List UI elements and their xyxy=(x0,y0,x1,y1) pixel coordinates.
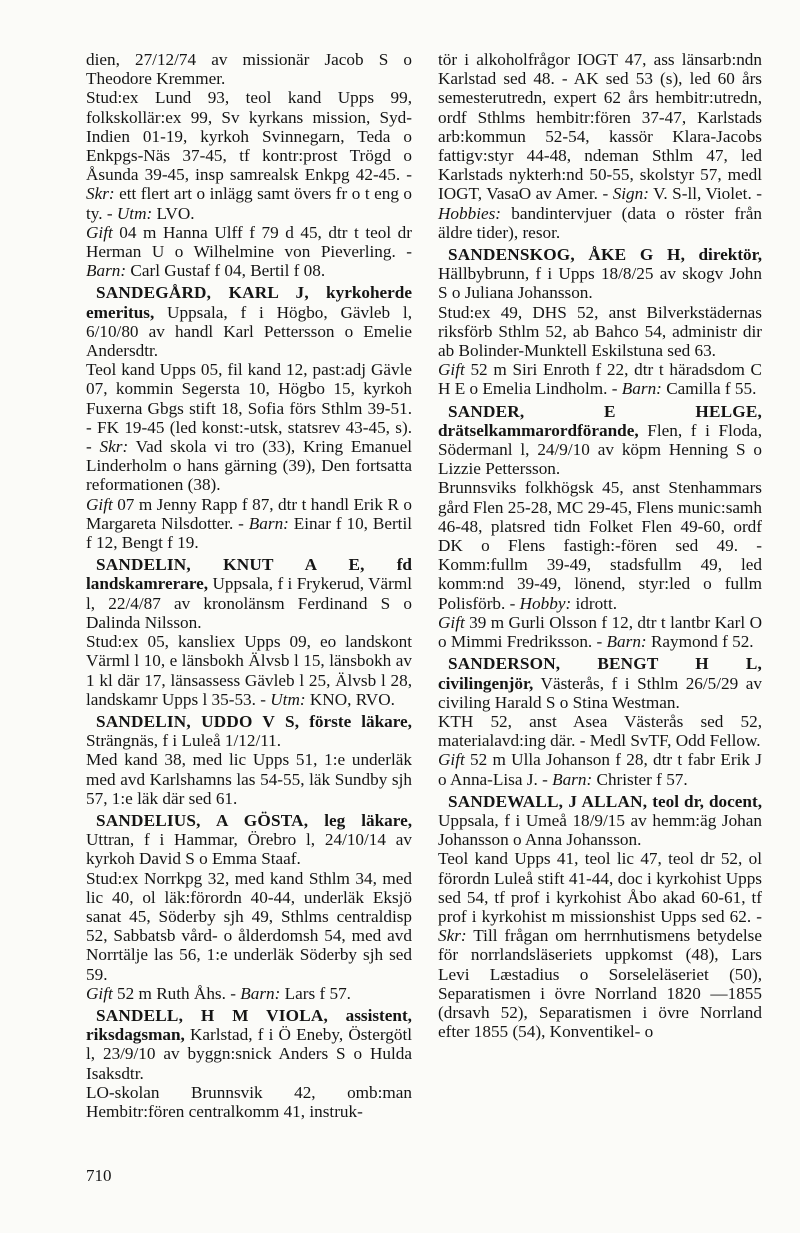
entry-name: SANDELIN, UDDO V S, xyxy=(96,711,300,731)
married-text: 52 m Ulla Johanson f 28, dtr t fabr Erik J o Anna-Lisa J. - xyxy=(438,750,762,789)
entry-title: kyrkoherde emeritus, xyxy=(86,283,412,322)
entry-intro: Uttran, f i Hammar, Örebro l, 24/10/14 av kyrkoh David S o Emma Staaf. xyxy=(86,830,412,869)
career-text: Teol kand Upps 05, fil kand 12, past:adj Gävle 07, kommin Segersta 10, Högbo 15, kyrkoh Fuxerna Gbgs stift 18, Sofia förs Sthlm 39-51. - FK 19-45 (led konst:-utsk, statsrev 43-45, s). - xyxy=(86,360,412,457)
entry-intro: Uppsala, f i Högbo, Gävleb l, 6/10/80 av handl Karl Pettersson o Emelie Andersdtr. xyxy=(86,302,412,361)
entry-name: SANDELL, H M VIOLA, xyxy=(96,1005,329,1025)
married-text: 52 m Ruth Åhs. - xyxy=(112,983,241,1003)
entry-name: SANDELIN, KNUT A E, xyxy=(96,555,365,575)
career-text: KTH 52, anst Asea Västerås sed 52, materialavd:ing där. - Medl SvTF, Odd Fellow. xyxy=(438,711,762,751)
honours-label: Utm: xyxy=(116,203,153,223)
writings-label: Skr: xyxy=(86,184,115,204)
career-text: Med kand 38, med lic Upps 51, 1:e underläk med avd Karlshamns las 54-55, läk Sundby sjh 57, 1:e läk där sed 61. xyxy=(86,750,412,808)
entry-sandelius xyxy=(86,811,412,1003)
hobby-text: idrott. xyxy=(571,593,618,613)
children-text: Einar f 10, Bertil f 12, Bengt f 19. xyxy=(86,513,412,553)
writings-label: Skr: xyxy=(438,926,467,946)
continued-entry xyxy=(86,50,412,280)
career-text: Stud:ex Lund 93, teol kand Upps 99, folkskollär:ex 99, Sv kyrkans mission, Syd-Indien 01-19, kyrkoh Svinnegarn, Teda o Enkpgs-Näs 37-45, tf kontr:prost Trögd o Åsunda 39-45, insp samrealsk Enkpg 42-45. - xyxy=(86,88,412,185)
entry-sanderson xyxy=(438,654,762,788)
entry-sandewall xyxy=(438,792,762,1042)
entry-title: förste läkare, xyxy=(299,711,412,731)
married-label: Gift xyxy=(438,612,465,632)
entry-intro: Karlstad, f i Ö Eneby, Östergötl l, 23/9/10 av byggn:snick Anders S o Hulda Isaksdtr. xyxy=(86,1025,412,1083)
signature-label: Sign: xyxy=(612,184,649,204)
page-number: 710 xyxy=(86,1166,112,1185)
children-label: Barn: xyxy=(86,261,127,281)
right-column xyxy=(438,50,762,1044)
entry-intro: Hällbybrunn, f i Upps 18/8/25 av skogv John S o Juliana Johansson. xyxy=(438,264,762,303)
entry-title: fd landskamrerare, xyxy=(86,555,412,594)
career-text: Stud:ex 49, DHS 52, anst Bilverkstädernas riksförb Sthlm 52, ab Bahco 54, administr dir ab Bolinder-Munktell Eskilstuna sed 63. xyxy=(438,302,762,361)
entry-intro: Västerås, f i Sthlm 26/5/29 av civiling Harald S o Stina Westman. xyxy=(438,673,762,712)
hobbies-label: Hobbies: xyxy=(438,203,502,223)
writings-text: ett flert art o inlägg samt övers fr o t eng o ty. - xyxy=(86,184,412,223)
children-text: Raymond f 52. xyxy=(646,632,754,652)
children-text: Carl Gustaf f 04, Bertil f 08. xyxy=(126,261,326,281)
writings-text: Vad skola vi tro (33), Kring Emanuel Linderholm o hans gärning (39), Den fortsatta reformationen (38). xyxy=(86,437,412,495)
career-text: Teol kand Upps 41, teol lic 47, teol dr 52, ol förordn Luleå stift 41-44, doc i kyrkohist Upps sed 54, tf prof i kyrkohist Åbo akad 60-61, tf prof i kyrkohist m missionshist Upps sed 62. - xyxy=(438,849,762,926)
entry-sandelin-knut xyxy=(86,555,412,709)
children-label: Barn: xyxy=(240,983,281,1003)
entry-name: SANDEWALL, J ALLAN, xyxy=(448,791,648,811)
left-column xyxy=(86,50,412,1124)
children-text: Camilla f 55. xyxy=(661,379,757,399)
entry-intro: Uppsala, f i Frykerud, Värml l, 22/4/87 av kronolänsm Ferdinand S o Dalinda Nilsson. xyxy=(86,574,412,632)
children-label: Barn: xyxy=(621,379,662,399)
children-label: Barn: xyxy=(552,769,593,789)
honours-text: LVO. xyxy=(152,203,195,223)
entry-name: SANDER, E HELGE, xyxy=(448,401,762,421)
married-text: 04 m Hanna Ulff f 79 d 45, dtr t teol dr Herman U o Wilhelmine von Pieverling. - xyxy=(86,222,412,262)
entry-title: direktör, xyxy=(685,245,762,265)
entry-sandell xyxy=(86,1006,412,1121)
honours-label: Utm: xyxy=(270,689,306,709)
entry-intro: Flen, f i Floda, Södermanl l, 24/9/10 av köpm Henning S o Lizzie Pettersson. xyxy=(438,420,762,479)
entry-sandegard xyxy=(86,283,412,552)
signature-text: V. S-ll, Violet. - xyxy=(648,184,762,204)
married-text: 52 m Siri Enroth f 22, dtr t häradsdom C H E o Emelia Lindholm. - xyxy=(438,360,762,399)
continued-entry xyxy=(438,50,762,242)
married-label: Gift xyxy=(438,750,465,770)
entry-title: leg läkare, xyxy=(308,810,412,830)
career-text: tör i alkoholfrågor IOGT 47, ass länsarb:ndn Karlstad sed 48. - AK sed 53 (s), led 60 års semesterutredn, expert 62 års hembitr:utredn, ordf Sthlms hembitr:fören 37-47, Karlstads arb:kommun 52-54, kassör Klara-Jacobs fattigv:styr 44-48, ndeman Sthlm 47, led Karlstads nykterh:nd 50-55, skolstyr 57, medl IOGT, VasaO av Amer. - xyxy=(438,50,762,204)
entry-title: drätselkammarordförande, xyxy=(438,420,639,440)
writings-label: Skr: xyxy=(99,437,129,457)
entry-name: SANDENSKOG, ÅKE G H, xyxy=(448,245,686,265)
entry-sandelin-uddo xyxy=(86,712,412,808)
married-text: 39 m Gurli Olsson f 12, dtr t lantbr Karl O o Mimmi Fredriksson. - xyxy=(438,612,762,652)
entry-title: civilingenjör, xyxy=(438,673,534,693)
children-text: Christer f 57. xyxy=(592,769,688,789)
entry-sandenskog xyxy=(438,245,762,399)
writings-text: Till frågan om herrnhutismens betydelse för norrlandsläseriets uppkomst (48), Lars Levi Læstadius o Sorseleläseriet (50), Separatismen i övre Norrland 1820 —1855 (drsavh 52), Separatismen i övre Norrland efter 1855 (54), Konventikel- o xyxy=(438,926,762,1042)
hobbies-text: bandintervjuer (data o röster från äldre tider), resor. xyxy=(438,203,762,242)
hobby-label: Hobby: xyxy=(519,593,572,613)
children-label: Barn: xyxy=(248,513,289,533)
entry-title: assistent, riksdagsman, xyxy=(86,1005,412,1045)
married-label: Gift xyxy=(438,360,465,380)
career-text: Brunnsviks folkhögsk 45, anst Stenhammars gård Flen 25-28, MC 29-45, Flens munic:samh 46-48, platsred tidn Folket Flen 49-60, ordf DK o Flens fastigh:-fören sed 49. - Komm:fullm 39-49, stadsfullm 49, led komm:nd 39-49, lönend, styr:led o fullm Polisförb. - xyxy=(438,478,762,613)
career-text: LO-skolan Brunnsvik 42, omb:man Hembitr:fören centralkomm 41, instruk- xyxy=(86,1082,412,1121)
children-label: Barn: xyxy=(606,632,647,652)
honours-text: KNO, RVO. xyxy=(305,689,395,709)
entry-name: SANDERSON, BENGT H L, xyxy=(448,654,762,674)
married-label: Gift xyxy=(86,494,113,514)
entry-name: SANDEGÅRD, KARL J, xyxy=(96,283,309,303)
married-label: Gift xyxy=(86,983,113,1003)
entry-intro: Uppsala, f i Umeå 18/9/15 av hemm:äg Johan Johansson o Anna Johansson. xyxy=(438,810,762,850)
children-text: Lars f 57. xyxy=(280,983,351,1003)
career-text: Stud:ex Norrkpg 32, med kand Sthlm 34, med lic 40, ol läk:förordn 40-44, underläk Eksjö sanat 45, Söderby sjh 49, Sthlms centraldisp 52, Sabbatsb vård- o ålderdomsh 54, med avd Norrtälje las 56, 1:e underläk Söderby sjh sed 59. xyxy=(86,868,412,984)
married-label: Gift xyxy=(86,222,113,242)
entry-name: SANDELIUS, A GÖSTA, xyxy=(96,810,309,830)
entry-title: teol dr, docent, xyxy=(647,791,762,811)
entry-text: dien, 27/12/74 av missionär Jacob S o Theodore Kremmer. xyxy=(86,50,412,89)
married-text: 07 m Jenny Rapp f 87, dtr t handl Erik R o Margareta Nilsdotter. - xyxy=(86,494,412,533)
career-text: Stud:ex 05, kansliex Upps 09, eo landskont Värml l 10, e länsbokh Älvsb l 15, länsbokh av 1 kl där 17, länsassess Gävleb l 25, Älvsb l 28, landskamr Upps l 35-53. - xyxy=(86,632,412,709)
entry-sander xyxy=(438,402,762,652)
entry-intro: Strängnäs, f i Luleå 1/12/11. xyxy=(86,731,282,751)
